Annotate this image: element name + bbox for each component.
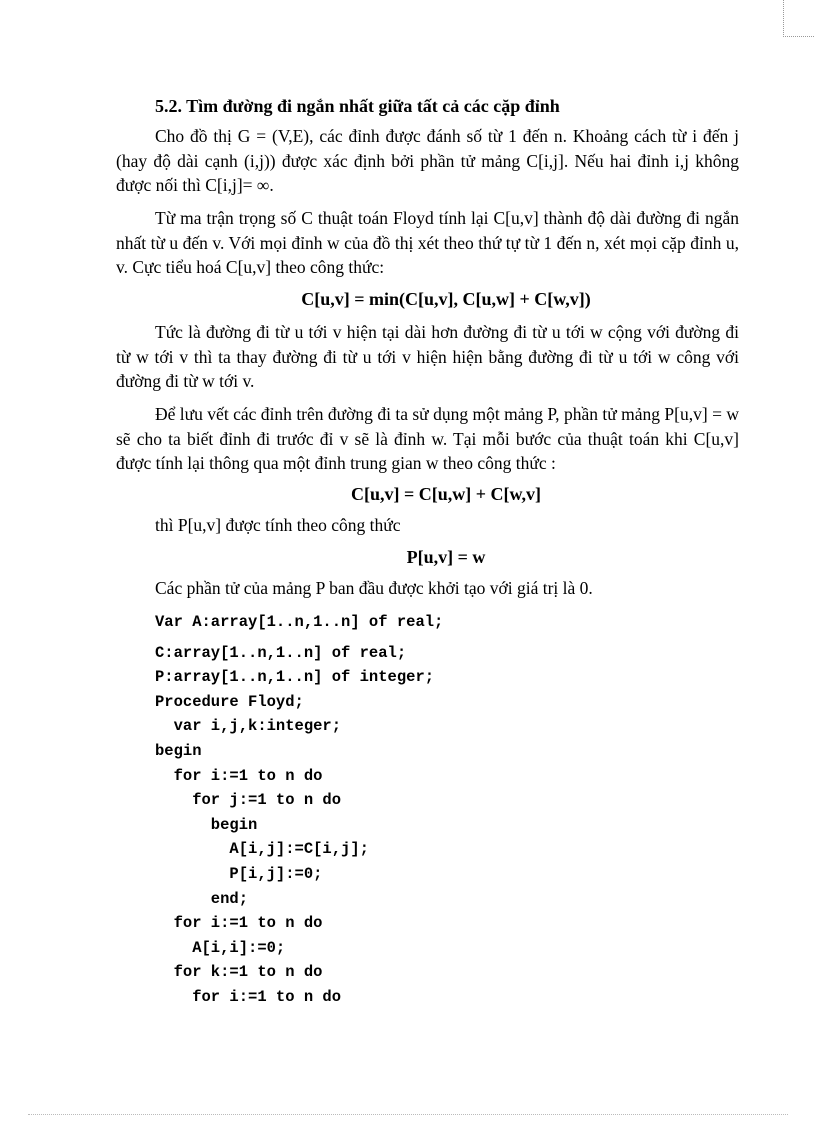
formula-update-c: C[u,v] = C[u,w] + C[w,v] — [350, 484, 541, 504]
code-line: for i:=1 to n do — [155, 987, 342, 1006]
paragraph-floyd-intro — [116, 206, 739, 280]
code-line: P:array[1..n,1..n] of integer; — [155, 668, 435, 687]
paragraph-text: Để lưu vết các đỉnh trên đường đi ta sử dụng một mảng P, phần tử mảng P[u,v] = w sẽ cho ta biết đỉnh đi trước đỉ v sẽ là đỉnh w. Tại mỗi bước của thuật toán khi C[u,v] được tính lại thông qua một đỉnh trung gian w theo công thức : — [116, 404, 739, 473]
text-p-update: thì P[u,v] được tính theo công thức — [155, 515, 401, 535]
code-line: Procedure Floyd; — [155, 692, 304, 711]
text-p-init: Các phần tử của mảng P ban đầu được khởi tạo với giá trị là 0. — [155, 578, 593, 598]
bottom-divider — [28, 1114, 788, 1115]
code-line: Var A:array[1..n,1..n] of real; — [155, 613, 444, 631]
paragraph-graph-definition — [116, 124, 739, 198]
code-line: for i:=1 to n do — [155, 914, 323, 933]
code-line: end; — [155, 889, 249, 908]
section-heading: 5.2. Tìm đường đi ngắn nhất giữa tất cả các cặp đỉnh — [155, 96, 560, 116]
code-line: for k:=1 to n do — [155, 963, 323, 982]
paragraph-text: Từ ma trận trọng số C thuật toán Floyd tính lại C[u,v] thành độ dài đường đi ngắn nhất từ u đến v. Với mọi đỉnh w của đồ thị xét theo thứ tự từ 1 đến n, xét mọi cặp đỉnh u, v. Cực tiểu hoá C[u,v] theo công thức: — [116, 208, 739, 277]
code-line: for j:=1 to n do — [155, 791, 342, 810]
paragraph-path-explanation — [116, 320, 739, 394]
paragraph-text: Cho đồ thị G = (V,E), các đỉnh được đánh số từ 1 đến n. Khoảng cách từ i đến j (hay độ dài cạnh (i,j)) được xác định bởi phần tử mảng C[i,j]. Nếu hai đỉnh i,j không được nối thì C[i,j]= ∞. — [116, 126, 739, 195]
code-line: A[i,j]:=C[i,j]; — [155, 840, 369, 859]
code-line: begin — [155, 815, 258, 834]
code-line: A[i,i]:=0; — [155, 938, 286, 957]
page-corner-mark — [783, 0, 814, 37]
pascal-code-block — [155, 610, 443, 1010]
code-line: var i,j,k:integer; — [155, 717, 342, 736]
paragraph-trace-array — [116, 402, 739, 476]
formula-update-p: P[u,v] = w — [406, 547, 486, 567]
code-line: C:array[1..n,1..n] of real; — [155, 643, 407, 662]
code-line: P[i,j]:=0; — [155, 864, 323, 883]
code-line: for i:=1 to n do — [155, 766, 323, 785]
formula-min: C[u,v] = min(C[u,v], C[u,w] + C[w,v]) — [301, 289, 591, 309]
code-line: begin — [155, 741, 202, 760]
paragraph-text: Tức là đường đi từ u tới v hiện tại dài hơn đường đi từ u tới w cộng với đường đi từ w tới v thì ta thay đường đi từ u tới v hiện hiện bằng đường đi từ u tới w công với đường đi từ w tới v. — [116, 322, 739, 391]
